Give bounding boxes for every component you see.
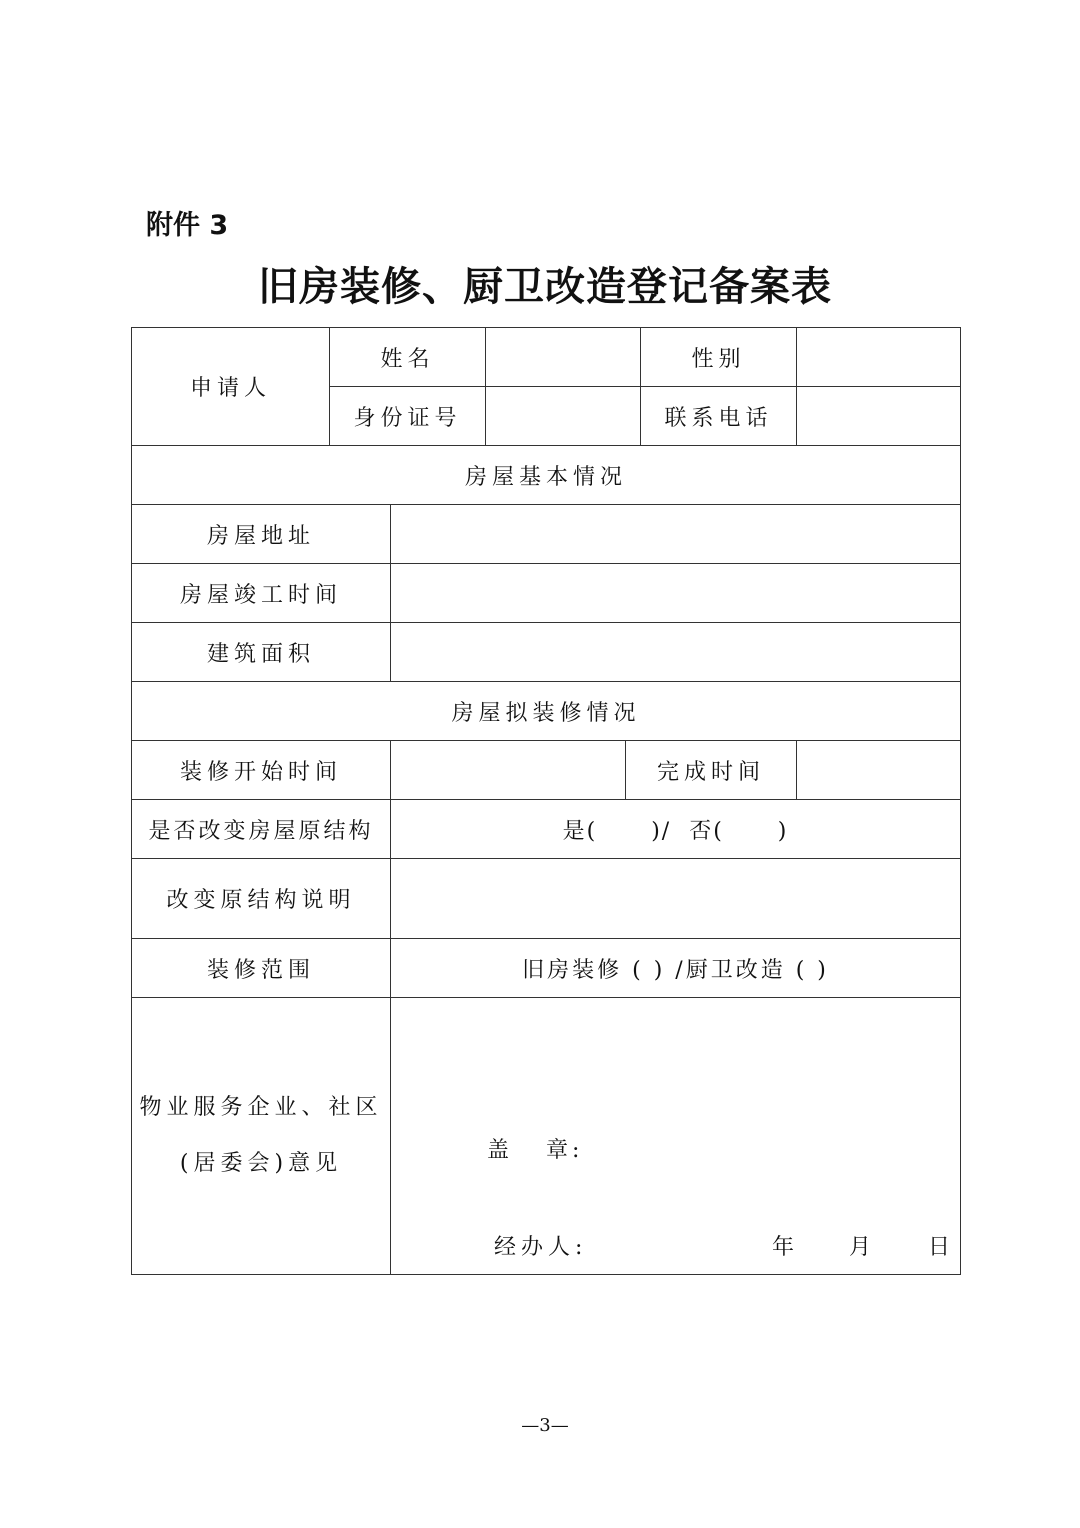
opinion-label: [132, 998, 391, 1275]
area-field[interactable]: [391, 623, 961, 682]
handler-label: 经办人:: [494, 1235, 588, 1260]
start-field[interactable]: [391, 741, 626, 800]
page-number: —3—: [521, 1415, 569, 1436]
address-field[interactable]: [391, 505, 961, 564]
form-title: 旧房装修、厨卫改造登记备案表: [258, 263, 832, 310]
gender-field[interactable]: [797, 328, 961, 387]
attachment-label: 附件 3: [146, 210, 229, 241]
completion-label: 房屋竣工时间: [132, 564, 391, 623]
finish-field[interactable]: [797, 741, 961, 800]
start-label: 装修开始时间: [132, 741, 391, 800]
gender-label: 性别: [641, 328, 797, 387]
year-label: 年: [772, 1235, 800, 1260]
phone-field[interactable]: [797, 387, 961, 446]
change-desc-label: 改变原结构说明: [132, 859, 391, 939]
completion-field[interactable]: [391, 564, 961, 623]
change-desc-field[interactable]: [391, 859, 961, 939]
scope-options[interactable]: 旧房装修 ( ) /厨卫改造 ( ): [391, 939, 961, 998]
house-basic-heading: 房屋基本情况: [132, 446, 961, 505]
name-field[interactable]: [486, 328, 641, 387]
structure-change-label: 是否改变房屋原结构: [132, 800, 391, 859]
address-label: 房屋地址: [132, 505, 391, 564]
finish-label: 完成时间: [626, 741, 797, 800]
renovation-heading: 房屋拟装修情况: [132, 682, 961, 741]
seal-label: 盖 章:: [487, 1138, 584, 1163]
registration-form-table: [131, 327, 961, 1275]
day-label: 日: [928, 1235, 956, 1260]
structure-change-options[interactable]: 是( )/ 否( ): [391, 800, 961, 859]
id-field[interactable]: [486, 387, 641, 446]
area-label: 建筑面积: [132, 623, 391, 682]
scope-label: 装修范围: [132, 939, 391, 998]
opinion-field[interactable]: [391, 998, 961, 1275]
opinion-label-line2: (居委会)意见: [179, 1151, 343, 1176]
phone-label: 联系电话: [641, 387, 797, 446]
month-label: 月: [849, 1235, 877, 1260]
name-label: 姓名: [330, 328, 486, 387]
applicant-label: 申请人: [132, 328, 330, 446]
id-label: 身份证号: [330, 387, 486, 446]
opinion-label-line1: 物业服务企业、社区: [139, 1095, 383, 1120]
